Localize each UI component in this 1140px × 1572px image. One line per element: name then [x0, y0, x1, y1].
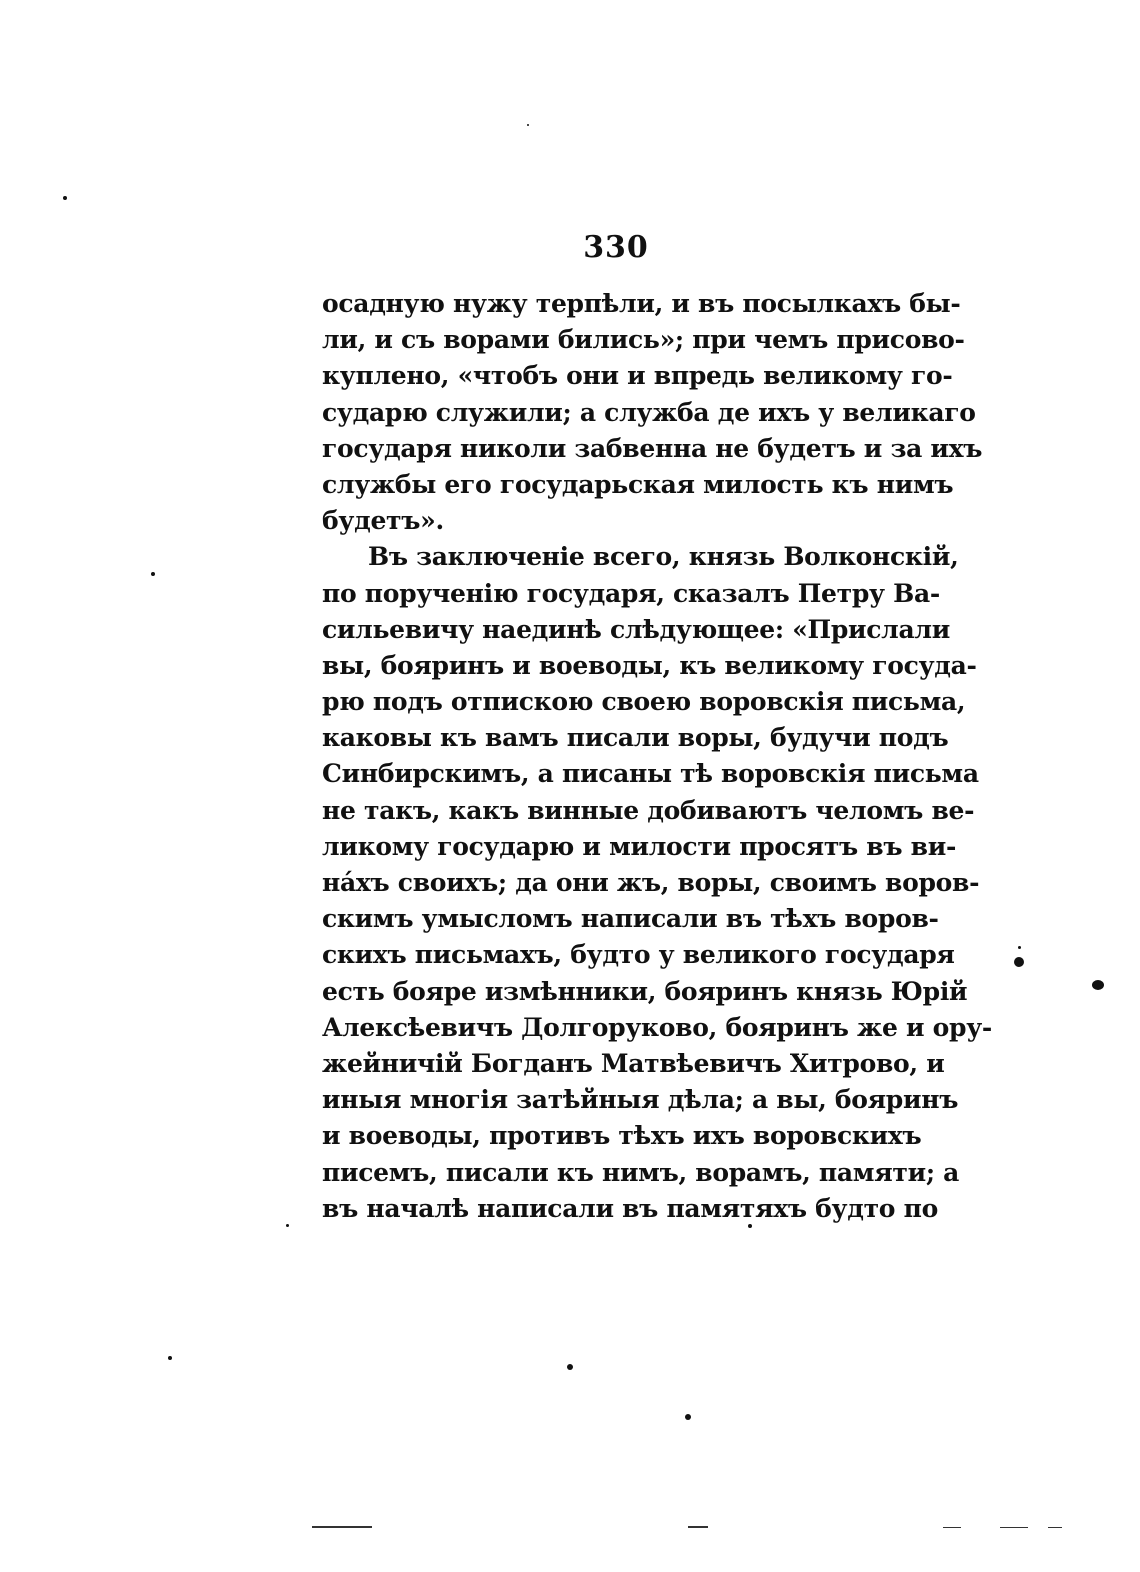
text-line: сильевичу наединѣ слѣдующее: «Прислали — [322, 614, 950, 644]
text-line: въ началѣ написали въ памятяхъ будто по — [322, 1193, 938, 1223]
text-line: будетъ». — [322, 506, 444, 536]
scan-edge-mark — [312, 1526, 372, 1528]
text-line: каковы къ вамъ писали воры, будучи подъ — [322, 723, 949, 753]
text-line: ли, и съ ворами бились»; при чемъ присово- — [322, 325, 965, 355]
text-line: рю подъ отпискою своею воровскiя письма, — [322, 687, 966, 717]
text-line: жейничiй Богданъ Матвѣевичъ Хитрово, и — [322, 1048, 945, 1078]
scan-speck — [685, 1414, 691, 1420]
text-line: не такъ, какъ винные добиваютъ челомъ ве- — [322, 795, 975, 825]
scan-speck — [527, 124, 529, 126]
page-number: 330 — [583, 230, 649, 265]
scan-speck — [63, 196, 67, 200]
scan-edge-mark — [1000, 1527, 1028, 1528]
scan-speck — [1092, 980, 1104, 990]
scan-edge-mark — [943, 1527, 961, 1528]
text-line: писемъ, писали къ нимъ, ворамъ, памяти; а — [322, 1157, 960, 1187]
scan-speck — [151, 572, 155, 576]
body-text — [322, 286, 992, 1227]
text-line: по порученiю государя, сказалъ Петру Ва- — [322, 578, 940, 608]
scan-speck — [286, 1224, 289, 1227]
text-line: вы, бояринъ и воеводы, къ великому госуда- — [322, 650, 977, 680]
text-line: государя николи забвенна не будетъ и за ихъ — [322, 433, 983, 463]
paragraph-start-line: Въ заключенiе всего, князь Волконскiй, — [368, 542, 959, 572]
scan-edge-mark — [1048, 1527, 1062, 1528]
text-line: скимъ умысломъ написали въ тѣхъ воров- — [322, 904, 939, 934]
text-line: иныя многiя затѣйныя дѣла; а вы, бояринъ — [322, 1085, 959, 1115]
text-line: осадную нужу терпѣли, и въ посылкахъ бы- — [322, 289, 961, 318]
text-line: сударю служили; а служба де ихъ у великаго — [322, 397, 976, 427]
scan-speck — [748, 1224, 752, 1228]
text-line: службы его государьская милость къ нимъ — [322, 469, 954, 499]
text-line: скихъ письмахъ, будто у великого государя — [322, 940, 955, 970]
text-line: Алексѣевичъ Долгоруково, бояринъ же и ору- — [322, 1012, 992, 1042]
scan-edge-mark — [688, 1526, 708, 1528]
text-line: куплено, «чтобъ они и впредь великому го- — [322, 361, 953, 391]
text-line: и воеводы, противъ тѣхъ ихъ воровскихъ — [322, 1121, 922, 1151]
text-line: Синбирскимъ, а писаны тѣ воровскiя письма — [322, 759, 979, 789]
scan-speck — [1014, 957, 1024, 967]
text-line: нáхъ своихъ; да они жъ, воры, своимъ воров- — [322, 868, 980, 897]
text-line: есть бояре измѣнники, бояринъ князь Юрiй — [322, 976, 968, 1006]
text-line: ликому государю и милости просятъ въ ви- — [322, 831, 957, 861]
scan-speck — [1018, 946, 1021, 949]
scan-speck — [168, 1356, 172, 1360]
scan-speck — [567, 1364, 573, 1370]
